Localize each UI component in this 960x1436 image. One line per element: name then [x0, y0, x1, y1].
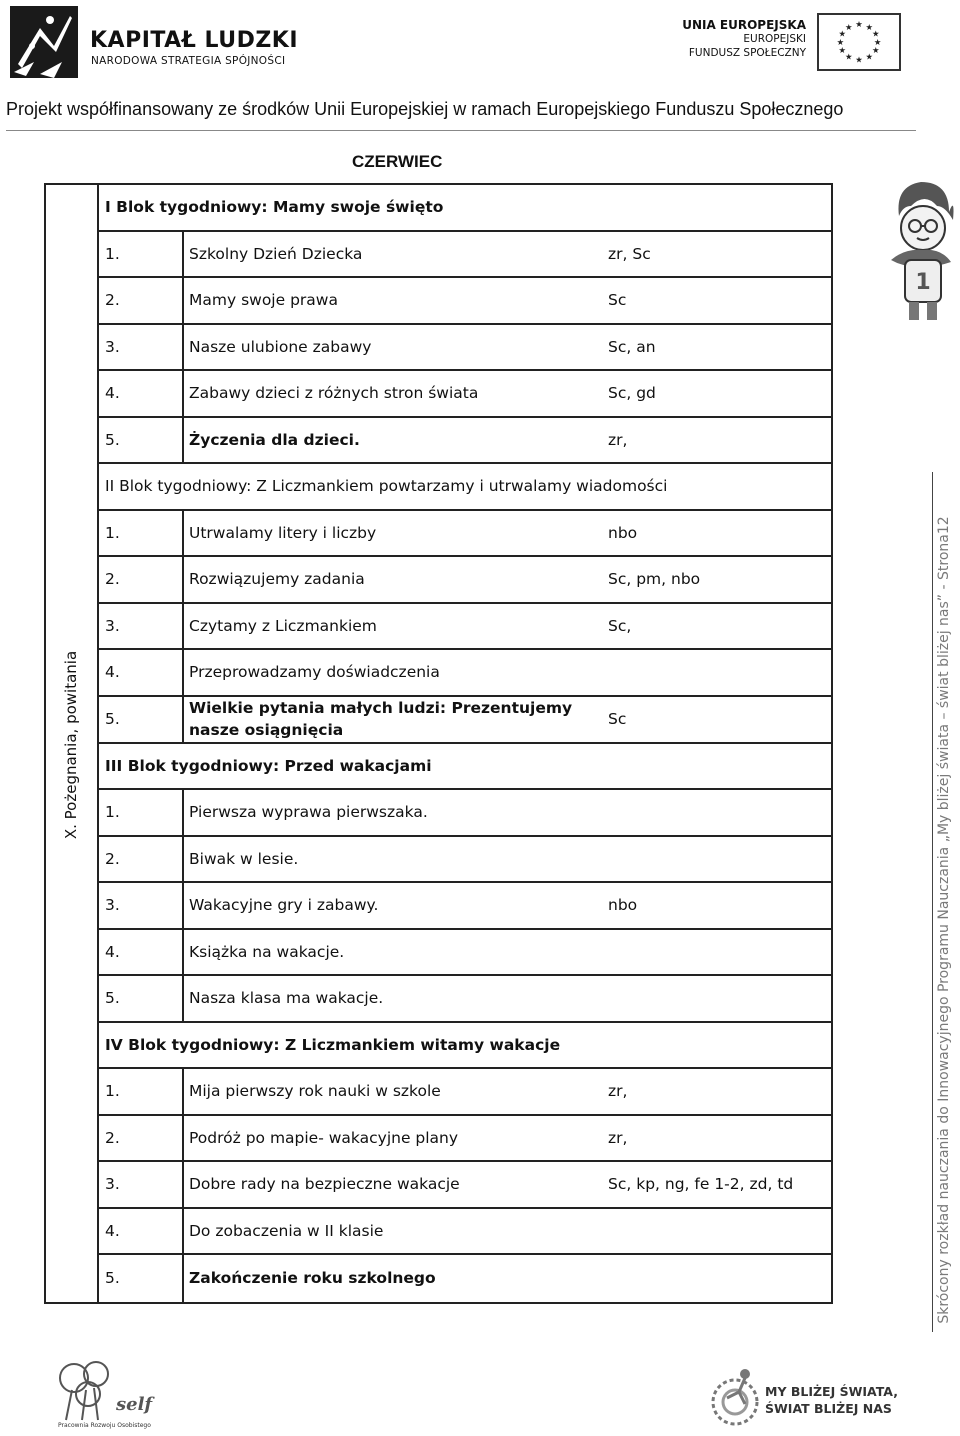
lesson-number: 2. [105, 849, 120, 868]
mascot-number: 1 [915, 270, 931, 295]
project-cofinancing-line: Projekt współfinansowany ze środków Unii Europejskiej w ramach Europejskiego Funduszu Społecznego [6, 99, 844, 119]
lesson-title: Czytamy z Liczmankiem [189, 616, 377, 635]
lesson-title: Dobre rady na bezpieczne wakacje [189, 1175, 460, 1194]
lesson-number: 3. [105, 1175, 120, 1194]
svg-text:★: ★ [872, 28, 880, 39]
lesson-number: 3. [105, 896, 120, 915]
lesson-row [99, 418, 831, 465]
lesson-codes: Sc, [608, 616, 632, 635]
lesson-row [99, 1116, 831, 1163]
lesson-codes: Sc, kp, ng, fe 1-2, zd, td [608, 1175, 794, 1194]
svg-text:★: ★ [836, 36, 845, 47]
lesson-title: Pierwsza wyprawa pierwszaka. [189, 803, 428, 822]
svg-text:★: ★ [838, 45, 846, 56]
lesson-row [99, 790, 831, 837]
svg-text:★: ★ [865, 51, 873, 62]
lesson-title: Zabawy dzieci z różnych stron świata [189, 384, 479, 403]
header-divider [6, 130, 916, 131]
lesson-title: Biwak w lesie. [189, 849, 299, 868]
lesson-row [99, 557, 831, 604]
lesson-number: 5. [105, 430, 120, 449]
block-title: III Blok tygodniowy: Przed wakacjami [105, 756, 432, 775]
lesson-row [99, 371, 831, 418]
schedule-rows [99, 185, 831, 1302]
lesson-title: Szkolny Dzień Dziecka [189, 244, 363, 263]
lesson-number: 4. [105, 384, 120, 403]
lesson-row [99, 1255, 831, 1302]
block-header-row [99, 185, 831, 232]
kapital-ludzki-logo-icon [10, 6, 80, 84]
svg-text:★: ★ [845, 21, 853, 32]
lesson-title: Zakończenie roku szkolnego [189, 1269, 436, 1288]
lesson-number: 4. [105, 1221, 120, 1240]
svg-text:★: ★ [855, 19, 863, 30]
my-blizej-swiata-logo-icon [705, 1368, 761, 1430]
lesson-row [99, 1162, 831, 1209]
lesson-row [99, 697, 831, 744]
lesson-title: Do zobaczenia w II klasie [189, 1221, 384, 1240]
lesson-number: 1. [105, 244, 120, 263]
lesson-title: Wakacyjne gry i zabawy. [189, 896, 379, 915]
lesson-title: Nasze ulubione zabawy [189, 337, 372, 356]
mascot-icon [885, 176, 957, 326]
svg-text:★: ★ [855, 54, 863, 65]
self-logo-word: self [116, 1394, 153, 1415]
block-header-row [99, 744, 831, 791]
lesson-number: 4. [105, 663, 120, 682]
lesson-title: Nasza klasa ma wakacje. [189, 989, 384, 1008]
lesson-title: Rozwiązujemy zadania [189, 570, 365, 589]
block-title: II Blok tygodniowy: Z Liczmankiem powtarzamy i utrwalamy wiadomości [105, 477, 668, 496]
block-title: I Blok tygodniowy: Mamy swoje święto [105, 198, 444, 217]
lesson-number: 5. [105, 989, 120, 1008]
svg-text:★: ★ [845, 51, 853, 62]
lesson-codes: zr, Sc [608, 244, 651, 263]
lesson-number: 5. [105, 710, 120, 728]
lesson-codes: nbo [608, 523, 638, 542]
lesson-title: Mamy swoje prawa [189, 291, 338, 310]
lesson-number: 1. [105, 523, 120, 542]
lesson-codes: Sc [608, 291, 627, 310]
lesson-title: Przeprowadzamy doświadczenia [189, 663, 440, 682]
block-header-row [99, 1023, 831, 1070]
eu-line-3: FUNDUSZ SPOŁECZNY [688, 47, 806, 59]
eu-flag-icon [817, 13, 901, 71]
mbs-line-2: ŚWIAT BLIŻEJ NAS [765, 1401, 892, 1416]
eu-line-1: UNIA EUROPEJSKA [682, 18, 806, 32]
lesson-title: Wielkie pytania małych ludzi: Prezentujemy nasze osiągnięcia [189, 699, 573, 739]
lesson-row [99, 325, 831, 372]
self-logo-caption: Pracownia Rozwoju Osobistego [58, 1422, 151, 1429]
kapital-ludzki-subtitle: NARODOWA STRATEGIA SPÓJNOŚCI [91, 55, 286, 67]
lesson-row [99, 883, 831, 930]
lesson-number: 2. [105, 1128, 120, 1147]
lesson-row [99, 1069, 831, 1116]
kapital-ludzki-title: KAPITAŁ LUDZKI [90, 28, 299, 53]
lesson-codes: zr, [608, 1128, 628, 1147]
lesson-number: 2. [105, 291, 120, 310]
sidebar-divider [932, 472, 933, 1332]
svg-text:★: ★ [872, 45, 880, 56]
lesson-codes: Sc, an [608, 337, 656, 356]
lesson-row [99, 976, 831, 1023]
svg-text:★: ★ [838, 28, 846, 39]
lesson-title: Mija pierwszy rok nauki w szkole [189, 1082, 441, 1101]
my-blizej-swiata-text [765, 1383, 898, 1417]
lesson-number: 2. [105, 570, 120, 589]
lesson-row [99, 604, 831, 651]
lesson-codes: Sc, pm, nbo [608, 570, 701, 589]
lesson-row [99, 278, 831, 325]
lesson-title: Życzenia dla dzieci. [189, 430, 360, 449]
block-header-row [99, 464, 831, 511]
mbs-line-1: MY BLIŻEJ ŚWIATA, [765, 1384, 898, 1399]
lesson-title: Utrwalamy litery i liczby [189, 523, 377, 542]
svg-text:★: ★ [865, 21, 873, 32]
lesson-row [99, 650, 831, 697]
lesson-codes: Sc [608, 710, 627, 728]
chapter-label: X. Pożegnania, powitania [62, 650, 80, 840]
eu-fund-text [682, 18, 806, 60]
lesson-codes: nbo [608, 896, 638, 915]
lesson-row [99, 232, 831, 279]
lesson-number: 3. [105, 337, 120, 356]
lesson-number: 1. [105, 1082, 120, 1101]
self-logo-icon [52, 1360, 172, 1430]
lesson-codes: zr, [608, 430, 628, 449]
lesson-row [99, 511, 831, 558]
lesson-title: Książka na wakacje. [189, 942, 345, 961]
lesson-row [99, 930, 831, 977]
lesson-number: 5. [105, 1269, 120, 1288]
block-title: IV Blok tygodniowy: Z Liczmankiem witamy wakacje [105, 1035, 561, 1054]
lesson-codes: zr, [608, 1082, 628, 1101]
lesson-row [99, 1209, 831, 1256]
svg-text:★: ★ [873, 36, 882, 47]
eu-line-2: EUROPEJSKI [743, 33, 806, 45]
lesson-number: 1. [105, 803, 120, 822]
month-title: CZERWIEC [352, 152, 443, 171]
lesson-number: 4. [105, 942, 120, 961]
lesson-codes: Sc, gd [608, 384, 656, 403]
lesson-row [99, 837, 831, 884]
lesson-number: 3. [105, 616, 120, 635]
sidebar-footer-text: Skrócony rozkład nauczania do Innowacyjnego Programu Nauczania „My bliżej świata – świat bliżej nas” - Strona12 [936, 516, 952, 1324]
lesson-title: Podróż po mapie- wakacyjne plany [189, 1128, 459, 1147]
